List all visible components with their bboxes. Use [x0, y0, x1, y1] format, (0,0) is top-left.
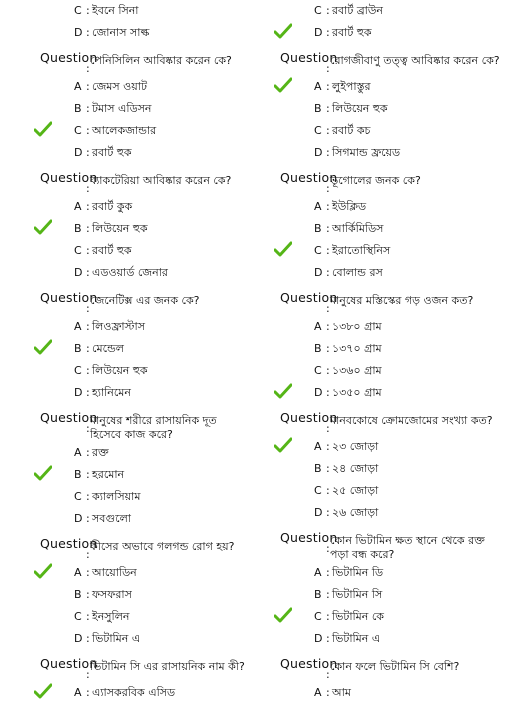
question-label: Question	[40, 410, 98, 425]
option-letter: D	[314, 632, 323, 645]
left-carryover	[28, 0, 283, 44]
option-text: রবার্ট কচ	[332, 124, 371, 137]
option-row[interactable]: B : হরমোন	[28, 464, 283, 486]
check-icon	[34, 339, 50, 355]
option-letter: D	[74, 266, 83, 279]
option-row[interactable]: A : রবার্ট কুক	[28, 196, 283, 218]
option-text: লিওফ্রাস্টাস	[92, 320, 145, 333]
option-row[interactable]: A : জেমস ওয়াট	[28, 76, 283, 98]
question-label: Question	[280, 656, 338, 671]
option-letter: A	[74, 566, 82, 579]
option-row[interactable]: C : ক্যালসিয়াম	[28, 486, 283, 508]
option-text: ভিটামিন এ	[92, 632, 141, 645]
right-carryover	[268, 0, 520, 44]
option-row[interactable]: D : ভিটামিন এ	[28, 628, 283, 650]
option-text: লিউয়েন হুক	[92, 222, 148, 235]
option-letter: D	[314, 386, 323, 399]
option-row[interactable]: A : ইউক্লিড	[268, 196, 520, 218]
option-row[interactable]: C : ২৫ জোড়া	[268, 480, 520, 502]
question-text: ব্যাকটেরিয়া আবিষ্কার করেন কে?	[90, 174, 232, 187]
question-text: মানুষের শরীরে রাসায়নিক দূত হিসেবে কাজ করে?	[90, 414, 217, 441]
option-letter: B	[314, 462, 322, 475]
option-letter: D	[314, 506, 323, 519]
option-row[interactable]: C : ১৩৬০ গ্রাম	[268, 360, 520, 382]
option-row[interactable]: A : ১৩৮০ গ্রাম	[268, 316, 520, 338]
question-header: Question : ভিটামিন সি এর রাসায়নিক নাম কী?	[28, 656, 283, 682]
option-letter: A	[314, 200, 322, 213]
option-letter: B	[314, 102, 322, 115]
option-text: আলেকজান্ডার	[92, 124, 157, 137]
option-text: টমাস এডিসন	[92, 102, 152, 115]
option-text: ভিটামিন এ	[332, 632, 381, 645]
question-block	[268, 410, 520, 524]
option-row[interactable]: A : আয়োডিন	[28, 562, 283, 584]
option-text: রবার্ট হুক	[92, 146, 132, 159]
option-text: রবার্ট হুক	[92, 244, 132, 257]
option-text: লিউয়েন হুক	[92, 364, 148, 377]
option-row[interactable]: D : ২৬ জোড়া	[268, 502, 520, 524]
option-row[interactable]: C : ভিটামিন কে	[268, 606, 520, 628]
option-text: রবার্ট হুক	[332, 26, 372, 39]
option-letter: A	[314, 440, 322, 453]
question-block	[28, 290, 283, 404]
option-row[interactable]: D : রবার্ট হুক	[268, 22, 520, 44]
right-question-list	[268, 50, 520, 704]
option-letter: B	[74, 102, 82, 115]
option-letter: C	[74, 4, 82, 17]
option-text: ২৪ জোড়া	[332, 462, 379, 475]
option-letter: B	[314, 588, 322, 601]
option-letter: A	[74, 686, 82, 699]
question-text: কোন ফলে ভিটামিন সি বেশি?	[330, 660, 460, 673]
question-header: Question : কোন ফলে ভিটামিন সি বেশি?	[268, 656, 520, 682]
question-header: Question : মানবকোষে ক্রোমজোমের সংখ্যা কত?	[268, 410, 520, 436]
check-icon	[34, 683, 50, 699]
option-letter: B	[74, 588, 82, 601]
option-row[interactable]: D : ভিটামিন এ	[268, 628, 520, 650]
option-text: ভিটামিন সি	[332, 588, 383, 601]
option-letter: C	[314, 124, 322, 137]
option-letter: B	[74, 222, 82, 235]
question-header: Question : ব্যাকটেরিয়া আবিষ্কার করেন কে?	[28, 170, 283, 196]
question-header: Question : মানুষের শরীরে রাসায়নিক দূত হিসেবে কাজ করে?	[28, 410, 283, 442]
option-letter: A	[314, 320, 322, 333]
question-label: Question	[40, 170, 98, 185]
option-letter: B	[74, 468, 82, 481]
question-block	[268, 170, 520, 284]
question-block	[28, 536, 283, 650]
option-letter: B	[314, 222, 322, 235]
option-text: ১৩৭০ গ্রাম	[332, 342, 382, 355]
option-text: ভিটামিন কে	[332, 610, 385, 623]
option-row[interactable]: D : ১৩৫০ গ্রাম	[268, 382, 520, 404]
question-header: Question : জেনেটিক্স এর জনক কে?	[28, 290, 283, 316]
option-row[interactable]: C : রবার্ট কচ	[268, 120, 520, 142]
question-text: মানবকোষে ক্রোমজোমের সংখ্যা কত?	[330, 414, 493, 427]
question-header: Question : রোগজীবাণু তত্ত্ব আবিষ্কার করেন কে?	[268, 50, 520, 76]
question-label: Question	[40, 656, 98, 671]
option-row[interactable]: A : আম	[268, 682, 520, 704]
check-icon	[274, 23, 290, 39]
option-letter: D	[314, 146, 323, 159]
option-letter: C	[74, 364, 82, 377]
option-row[interactable]: B : ১৩৭০ গ্রাম	[268, 338, 520, 360]
option-letter: C	[74, 490, 82, 503]
option-letter: D	[74, 386, 83, 399]
option-row[interactable]: C : রবার্ট ব্রাউন	[268, 0, 520, 22]
option-text: ১৩৫০ গ্রাম	[332, 386, 382, 399]
option-letter: C	[74, 244, 82, 257]
question-text: কীসের অভাবে গলগন্ড রোগ হয়?	[90, 540, 235, 553]
option-row[interactable]: D : বোলান্ড রস	[268, 262, 520, 284]
option-text: ২৫ জোড়া	[332, 484, 379, 497]
option-row[interactable]: D : এডওয়ার্ড জেনার	[28, 262, 283, 284]
option-text: ইনসুলিন	[92, 610, 130, 623]
question-block	[268, 530, 520, 650]
question-label: Question	[40, 50, 98, 65]
option-row[interactable]: A : লিওফ্রাস্টাস	[28, 316, 283, 338]
option-letter: D	[74, 146, 83, 159]
question-block	[268, 656, 520, 704]
option-letter: C	[314, 4, 322, 17]
option-row[interactable]: B : আর্কিমিডিস	[268, 218, 520, 240]
option-row[interactable]: B : লিউয়েন হুক	[28, 218, 283, 240]
option-text: রবার্ট ব্রাউন	[332, 4, 384, 17]
option-letter: B	[74, 342, 82, 355]
check-icon	[274, 77, 290, 93]
option-text: ২৬ জোড়া	[332, 506, 379, 519]
option-text: লুইপাস্তুর	[332, 80, 371, 93]
option-letter: C	[74, 124, 82, 137]
question-block	[28, 170, 283, 284]
option-row[interactable]: D : জোনাস সাল্ক	[28, 22, 283, 44]
option-text: ইবনে সিনা	[92, 4, 139, 17]
option-text: ফসফরাস	[92, 588, 132, 601]
option-text: ইরাতোস্থিনিস	[332, 244, 391, 257]
option-row[interactable]: C : ইরাতোস্থিনিস	[268, 240, 520, 262]
option-text: জোনাস সাল্ক	[92, 26, 150, 39]
question-block	[28, 410, 283, 530]
option-text: বোলান্ড রস	[332, 266, 383, 279]
question-label: Question	[40, 290, 98, 305]
option-text: ক্যালসিয়াম	[92, 490, 141, 503]
option-text: আম	[332, 686, 351, 699]
question-block	[268, 50, 520, 164]
option-text: রক্ত	[92, 446, 109, 459]
option-row[interactable]: B : মেন্ডেল	[28, 338, 283, 360]
question-text: ভূগোলের জনক কে?	[330, 174, 421, 187]
option-text: রবার্ট কুক	[92, 200, 133, 213]
option-row[interactable]: A : রক্ত	[28, 442, 283, 464]
check-icon	[34, 121, 50, 137]
option-text: হ্যানিমেন	[92, 386, 131, 399]
option-text: সিগমান্ড ফ্রয়েড	[332, 146, 401, 159]
question-block	[28, 656, 283, 704]
check-icon	[34, 219, 50, 235]
option-letter: C	[314, 244, 322, 257]
option-row[interactable]: B : লিউয়েন হুক	[268, 98, 520, 120]
option-row[interactable]: A : ২৩ জোড়া	[268, 436, 520, 458]
option-text: ২৩ জোড়া	[332, 440, 379, 453]
option-letter: D	[74, 26, 83, 39]
option-letter: C	[74, 610, 82, 623]
option-letter: A	[74, 446, 82, 459]
option-letter: A	[314, 80, 322, 93]
question-text: মানুষের মস্তিস্কের গড় ওজন কত?	[330, 294, 474, 307]
check-icon	[274, 383, 290, 399]
check-icon	[34, 465, 50, 481]
option-row[interactable]: C : আলেকজান্ডার	[28, 120, 283, 142]
check-icon	[34, 563, 50, 579]
option-letter: B	[314, 342, 322, 355]
option-letter: A	[74, 200, 82, 213]
question-text: রোগজীবাণু তত্ত্ব আবিষ্কার করেন কে?	[330, 54, 500, 67]
left-question-list	[28, 50, 283, 704]
question-label: Question	[280, 50, 338, 65]
option-row[interactable]: D : রবার্ট হুক	[28, 142, 283, 164]
option-row[interactable]: D : সিগমান্ড ফ্রয়েড	[268, 142, 520, 164]
question-text: ভিটামিন সি এর রাসায়নিক নাম কী?	[90, 660, 245, 673]
left-column	[28, 0, 283, 704]
option-letter: D	[74, 632, 83, 645]
option-letter: A	[314, 686, 322, 699]
option-text: হরমোন	[92, 468, 125, 481]
question-label: Question	[40, 536, 98, 551]
check-icon	[274, 437, 290, 453]
option-letter: A	[74, 80, 82, 93]
option-row[interactable]: B : ২৪ জোড়া	[268, 458, 520, 480]
option-row[interactable]: A : এ্যাসকরবিক এসিড	[28, 682, 283, 704]
option-row[interactable]: C : ইনসুলিন	[28, 606, 283, 628]
option-letter: C	[314, 484, 322, 497]
option-letter: D	[314, 26, 323, 39]
question-text: কোন ভিটামিন ক্ষত স্থানে থেকে রক্ত পড়া বন্ধ করে?	[330, 534, 485, 561]
question-block	[268, 290, 520, 404]
option-text: জেমস ওয়াট	[92, 80, 147, 93]
question-header: Question : ভূগোলের জনক কে?	[268, 170, 520, 196]
option-row[interactable]: D : হ্যানিমেন	[28, 382, 283, 404]
question-label: Question	[280, 410, 338, 425]
question-header: Question : মানুষের মস্তিস্কের গড় ওজন কত?	[268, 290, 520, 316]
check-icon	[274, 241, 290, 257]
option-row[interactable]: C : রবার্ট হুক	[28, 240, 283, 262]
option-row[interactable]: A : লুইপাস্তুর	[268, 76, 520, 98]
option-row[interactable]: B : ফসফরাস	[28, 584, 283, 606]
option-row[interactable]: B : টমাস এডিসন	[28, 98, 283, 120]
option-text: আর্কিমিডিস	[332, 222, 384, 235]
question-text: পেনিসিলিন আবিষ্কার করেন কে?	[90, 54, 232, 67]
option-text: এডওয়ার্ড জেনার	[92, 266, 168, 279]
option-row[interactable]: C : ইবনে সিনা	[28, 0, 283, 22]
option-letter: D	[314, 266, 323, 279]
option-text: সবগুলো	[92, 512, 131, 525]
option-text: আয়োডিন	[92, 566, 137, 579]
question-text: জেনেটিক্স এর জনক কে?	[90, 294, 200, 307]
question-label: Question	[280, 170, 338, 185]
option-letter: D	[74, 512, 83, 525]
option-text: ১৩৬০ গ্রাম	[332, 364, 382, 377]
option-letter: C	[314, 364, 322, 377]
option-row[interactable]: B : ভিটামিন সি	[268, 584, 520, 606]
option-row[interactable]: D : সবগুলো	[28, 508, 283, 530]
question-header: Question : কোন ভিটামিন ক্ষত স্থানে থেকে রক্ত পড়া বন্ধ করে?	[268, 530, 520, 562]
right-column	[268, 0, 520, 704]
option-text: লিউয়েন হুক	[332, 102, 388, 115]
option-row[interactable]: A : ভিটামিন ডি	[268, 562, 520, 584]
option-letter: A	[314, 566, 322, 579]
option-text: মেন্ডেল	[92, 342, 124, 355]
question-header: Question : কীসের অভাবে গলগন্ড রোগ হয়?	[28, 536, 283, 562]
option-row[interactable]: C : লিউয়েন হুক	[28, 360, 283, 382]
question-header: Question : পেনিসিলিন আবিষ্কার করেন কে?	[28, 50, 283, 76]
option-text: ভিটামিন ডি	[332, 566, 384, 579]
question-block	[28, 50, 283, 164]
question-label: Question	[280, 530, 338, 545]
option-letter: A	[74, 320, 82, 333]
option-text: ইউক্লিড	[332, 200, 367, 213]
check-icon	[274, 607, 290, 623]
option-letter: C	[314, 610, 322, 623]
option-text: ১৩৮০ গ্রাম	[332, 320, 382, 333]
option-text: এ্যাসকরবিক এসিড	[92, 686, 176, 699]
question-label: Question	[280, 290, 338, 305]
